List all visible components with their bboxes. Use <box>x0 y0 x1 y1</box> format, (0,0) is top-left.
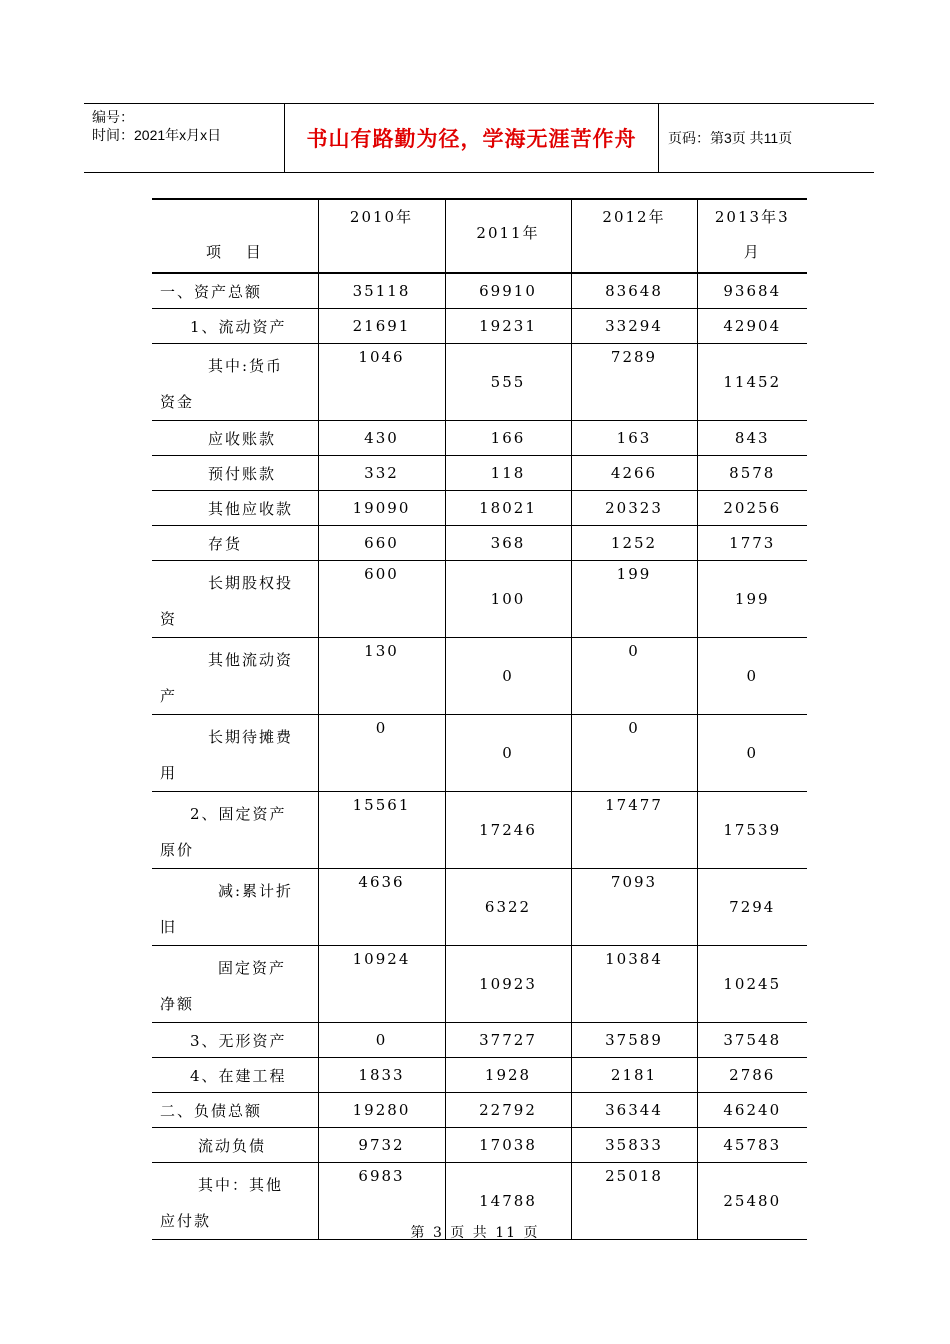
row-label-line1: 固定资产 <box>218 959 287 977</box>
header-page-info: 页码：第3页 共11页 <box>668 130 793 146</box>
value-cell: 0 <box>318 715 445 792</box>
table-row <box>152 526 807 561</box>
row-label: 1、流动资产 <box>152 309 318 344</box>
row-label: 流动负债 <box>152 1128 318 1163</box>
value-cell: 163 <box>571 421 697 456</box>
value-cell: 6322 <box>445 869 571 946</box>
value-cell: 19090 <box>318 491 445 526</box>
value-cell: 0 <box>318 1023 445 1058</box>
row-label <box>152 344 318 421</box>
value-cell: 35118 <box>318 273 445 309</box>
value-cell: 332 <box>318 456 445 491</box>
value-cell: 25480 <box>697 1163 807 1240</box>
value-cell: 100 <box>445 561 571 638</box>
row-label: 4、在建工程 <box>152 1058 318 1093</box>
table-row <box>152 1128 807 1163</box>
value-cell: 83648 <box>571 273 697 309</box>
row-label-line2: 资 <box>160 610 178 628</box>
value-cell: 10384 <box>571 946 697 1023</box>
table-row <box>152 715 807 792</box>
value-cell: 20256 <box>697 491 807 526</box>
table-row <box>152 1023 807 1058</box>
value-cell: 368 <box>445 526 571 561</box>
value-cell: 35833 <box>571 1128 697 1163</box>
value-cell: 2181 <box>571 1058 697 1093</box>
row-label <box>152 715 318 792</box>
table-row <box>152 792 807 869</box>
value-cell: 17477 <box>571 792 697 869</box>
value-cell: 600 <box>318 561 445 638</box>
table-row <box>152 309 807 344</box>
value-cell: 17246 <box>445 792 571 869</box>
value-cell: 33294 <box>571 309 697 344</box>
table-row <box>152 421 807 456</box>
value-cell: 660 <box>318 526 445 561</box>
value-cell: 11452 <box>697 344 807 421</box>
value-cell: 37589 <box>571 1023 697 1058</box>
row-label: 3、无形资产 <box>152 1023 318 1058</box>
balance-table <box>152 198 807 1240</box>
value-cell: 7294 <box>697 869 807 946</box>
page-footer: 第 3 页 共 11 页 <box>410 1225 540 1241</box>
value-cell: 7093 <box>571 869 697 946</box>
value-cell: 1046 <box>318 344 445 421</box>
row-label: 二、负债总额 <box>152 1093 318 1128</box>
row-label: 应收账款 <box>152 421 318 456</box>
value-cell: 21691 <box>318 309 445 344</box>
value-cell: 130 <box>318 638 445 715</box>
header-2010: 2010年 <box>318 199 445 273</box>
table-row <box>152 561 807 638</box>
value-cell: 20323 <box>571 491 697 526</box>
value-cell: 0 <box>445 638 571 715</box>
value-cell: 1928 <box>445 1058 571 1093</box>
value-cell: 166 <box>445 421 571 456</box>
row-label <box>152 946 318 1023</box>
value-cell: 36344 <box>571 1093 697 1128</box>
row-label <box>152 561 318 638</box>
value-cell: 42904 <box>697 309 807 344</box>
value-cell: 19280 <box>318 1093 445 1128</box>
row-label-line1: 其中:货币 <box>208 357 284 375</box>
row-label <box>152 869 318 946</box>
value-cell: 69910 <box>445 273 571 309</box>
table-row <box>152 869 807 946</box>
time-label: 时间：2021年x月x日 <box>92 127 222 143</box>
row-label-line1: 长期股权投 <box>208 574 294 592</box>
header-divider <box>658 104 659 172</box>
value-cell: 18021 <box>445 491 571 526</box>
value-cell: 6983 <box>318 1163 445 1240</box>
header-2012: 2012年 <box>571 199 697 273</box>
value-cell: 118 <box>445 456 571 491</box>
row-label: 预付账款 <box>152 456 318 491</box>
value-cell: 22792 <box>445 1093 571 1128</box>
row-label: 一、资产总额 <box>152 273 318 309</box>
value-cell: 1773 <box>697 526 807 561</box>
table-row <box>152 638 807 715</box>
value-cell: 25018 <box>571 1163 697 1240</box>
value-cell: 45783 <box>697 1128 807 1163</box>
document-header <box>84 103 874 173</box>
value-cell: 8578 <box>697 456 807 491</box>
value-cell: 10923 <box>445 946 571 1023</box>
row-label: 其他应收款 <box>152 491 318 526</box>
header-2013: 2013年3 月 <box>697 199 807 273</box>
number-label: 编号： <box>92 109 134 125</box>
value-cell: 14788 <box>445 1163 571 1240</box>
row-label-line1: 长期待摊费 <box>208 728 294 746</box>
value-cell: 1833 <box>318 1058 445 1093</box>
table-row <box>152 1093 807 1128</box>
value-cell: 10924 <box>318 946 445 1023</box>
row-label-line2: 应付款 <box>160 1212 212 1230</box>
value-cell: 199 <box>697 561 807 638</box>
header-2011: 2011年 <box>445 199 571 273</box>
value-cell: 843 <box>697 421 807 456</box>
row-label-line2: 净额 <box>160 995 195 1013</box>
value-cell: 0 <box>445 715 571 792</box>
row-label-line2: 用 <box>160 764 178 782</box>
value-cell: 17038 <box>445 1128 571 1163</box>
table-row <box>152 946 807 1023</box>
value-cell: 4266 <box>571 456 697 491</box>
table-row <box>152 456 807 491</box>
value-cell: 0 <box>571 715 697 792</box>
value-cell: 4636 <box>318 869 445 946</box>
value-cell: 2786 <box>697 1058 807 1093</box>
value-cell: 17539 <box>697 792 807 869</box>
table-row <box>152 344 807 421</box>
row-label-line1: 其中：其他 <box>198 1176 284 1194</box>
table-row <box>152 491 807 526</box>
table-row <box>152 1058 807 1093</box>
table-header-row <box>152 199 807 273</box>
table-row <box>152 273 807 309</box>
header-meta <box>84 104 284 172</box>
row-label-line1: 其他流动资 <box>208 651 294 669</box>
header-item: 项 目 <box>152 199 318 273</box>
value-cell: 199 <box>571 561 697 638</box>
row-label: 存货 <box>152 526 318 561</box>
value-cell: 37727 <box>445 1023 571 1058</box>
value-cell: 0 <box>697 638 807 715</box>
value-cell: 1252 <box>571 526 697 561</box>
value-cell: 19231 <box>445 309 571 344</box>
header-slogan: 书山有路勤为径，学海无涯苦作舟 <box>306 127 637 151</box>
value-cell: 0 <box>697 715 807 792</box>
row-label-line2: 资金 <box>160 393 195 411</box>
row-label-line1: 2、固定资产 <box>190 805 287 823</box>
value-cell: 10245 <box>697 946 807 1023</box>
value-cell: 7289 <box>571 344 697 421</box>
value-cell: 46240 <box>697 1093 807 1128</box>
value-cell: 555 <box>445 344 571 421</box>
value-cell: 9732 <box>318 1128 445 1163</box>
row-label-line2: 原价 <box>160 841 195 859</box>
row-label-line1: 减:累计折 <box>218 882 294 900</box>
value-cell: 430 <box>318 421 445 456</box>
row-label-line2: 产 <box>160 687 178 705</box>
value-cell: 15561 <box>318 792 445 869</box>
value-cell: 0 <box>571 638 697 715</box>
value-cell: 93684 <box>697 273 807 309</box>
row-label-line2: 旧 <box>160 918 178 936</box>
row-label <box>152 792 318 869</box>
row-label <box>152 638 318 715</box>
table-body <box>152 273 807 1240</box>
value-cell: 37548 <box>697 1023 807 1058</box>
